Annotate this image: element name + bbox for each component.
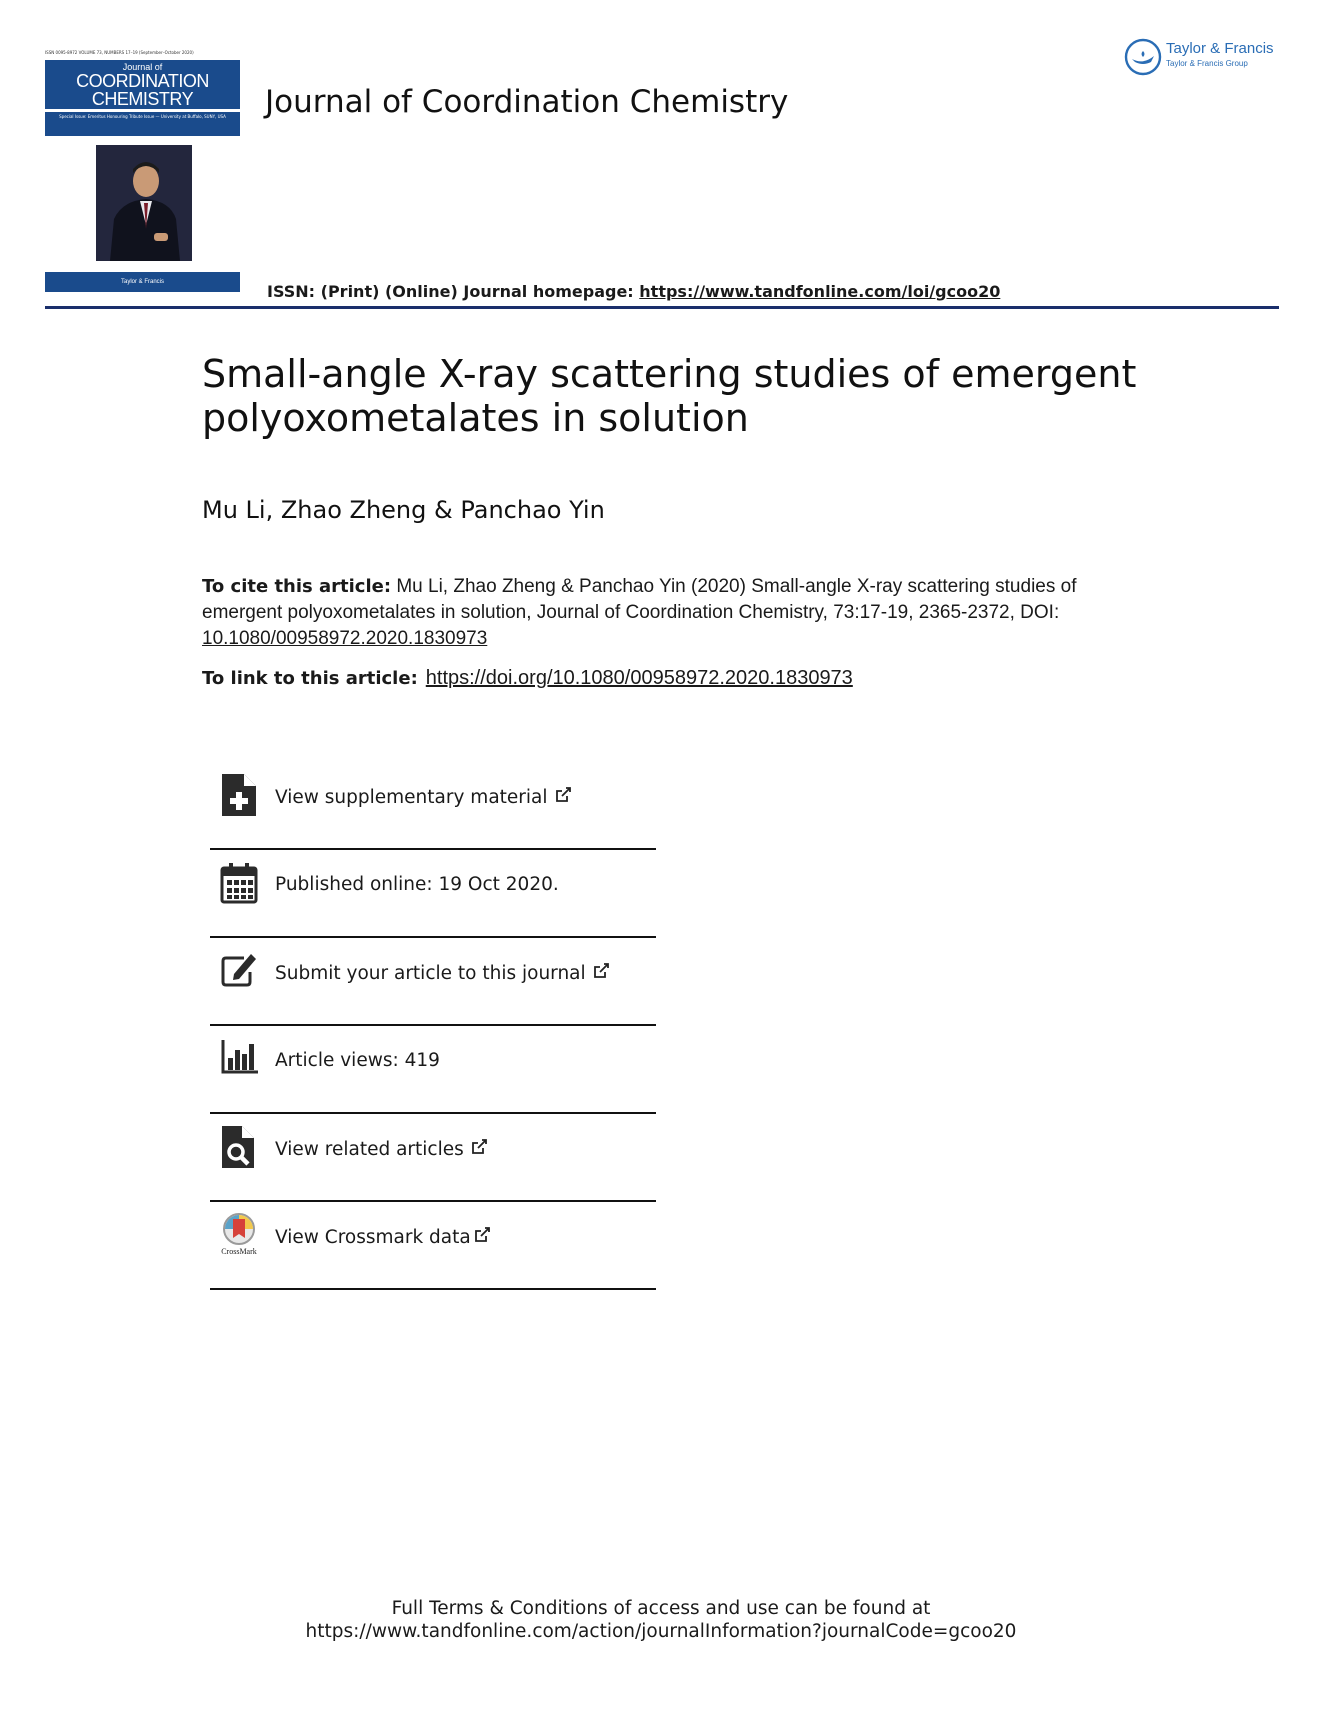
- supplementary-text: [275, 786, 572, 808]
- cite-text: Mu Li, Zhao Zheng & Panchao Yin (2020) Small-angle X-ray scattering studies of emergent polyoxometalates in solution, Journal of Coordination Chemistry, 73:17-19, 2365-2372, DOI:: [202, 576, 1077, 623]
- cover-journal-of: Journal of: [122, 62, 163, 72]
- cover-publisher: Taylor & Francis: [45, 272, 240, 292]
- published-online-item: [210, 850, 656, 938]
- cover-special-issue: Special Issue: Emeritus Honouring Tribute Issue — University at Buffalo, SUNY, USA: [45, 112, 240, 136]
- article-title: Small-angle X-ray scattering studies of emergent polyoxometalates in solution: [202, 352, 1137, 440]
- crossmark-item[interactable]: [210, 1202, 656, 1290]
- submit-label: Submit your article to this journal: [275, 963, 586, 984]
- search-document-icon: [220, 1124, 258, 1170]
- external-link-icon: [554, 786, 572, 804]
- publisher-group: Taylor & Francis Group: [1166, 59, 1248, 68]
- published-online-label: Published online: 19 Oct 2020.: [275, 874, 559, 895]
- supplementary-label: View supplementary material: [275, 787, 548, 808]
- cite-doi-link[interactable]: 10.1080/00958972.2020.1830973: [202, 628, 488, 649]
- crossmark-logo-text: CrossMark: [221, 1247, 257, 1256]
- cover-chemistry: CHEMISTRY: [91, 89, 194, 109]
- journal-title: Journal of Coordination Chemistry: [265, 84, 789, 120]
- external-link-icon: [592, 962, 610, 980]
- related-text: [275, 1138, 488, 1160]
- submit-article-item[interactable]: [210, 938, 656, 1026]
- crossmark-logo: [220, 1212, 258, 1258]
- terms-footer: [0, 1597, 1322, 1643]
- taylor-francis-lamp-icon: [1124, 38, 1162, 76]
- citation-block: [202, 574, 1142, 652]
- related-label: View related articles: [275, 1139, 464, 1160]
- cover-title-band: [45, 60, 240, 109]
- edit-pencil-icon: [220, 948, 258, 994]
- article-link-line: [202, 667, 853, 690]
- file-plus-icon: [220, 772, 258, 818]
- article-views-item: [210, 1026, 656, 1114]
- issn-label: ISSN: (Print) (Online) Journal homepage:: [267, 282, 640, 301]
- issn-line: [267, 282, 1000, 301]
- cover-issue-line: ISSN 0095-8972 VOLUME 73, NUMBERS 17–19 (September–October 2020): [45, 50, 194, 55]
- external-link-icon: [470, 1138, 488, 1156]
- article-doi-url[interactable]: https://doi.org/10.1080/00958972.2020.1830973: [425, 667, 853, 689]
- journal-cover-image: [45, 48, 240, 294]
- link-label: To link to this article:: [202, 668, 418, 689]
- article-views-label: Article views: 419: [275, 1050, 440, 1071]
- header-divider: [45, 306, 1279, 309]
- related-articles-item[interactable]: [210, 1114, 656, 1202]
- footer-terms-line: Full Terms & Conditions of access and use can be found at: [391, 1598, 931, 1619]
- external-link-icon: [473, 1226, 491, 1244]
- cite-label: To cite this article:: [202, 576, 392, 597]
- crossmark-icon: [220, 1212, 258, 1248]
- crossmark-label: View Crossmark data: [275, 1227, 471, 1248]
- supplementary-material-item[interactable]: [210, 762, 656, 850]
- publisher-name: Taylor & Francis: [1166, 40, 1274, 57]
- journal-homepage-link[interactable]: https://www.tandfonline.com/loi/gcoo20: [639, 282, 1001, 301]
- taylor-francis-logo[interactable]: [1124, 38, 1284, 78]
- calendar-icon: [220, 860, 258, 906]
- footer-terms-url[interactable]: https://www.tandfonline.com/action/journalInformation?journalCode=gcoo20: [305, 1621, 1017, 1642]
- cover-coordination: COORDINATION: [76, 71, 209, 91]
- submit-text: [275, 962, 610, 984]
- bar-chart-icon: [220, 1036, 258, 1082]
- article-info-list: [210, 762, 656, 1290]
- crossmark-text: [275, 1226, 491, 1248]
- cover-portrait-photo: [96, 145, 192, 261]
- article-authors: Mu Li, Zhao Zheng & Panchao Yin: [202, 496, 605, 524]
